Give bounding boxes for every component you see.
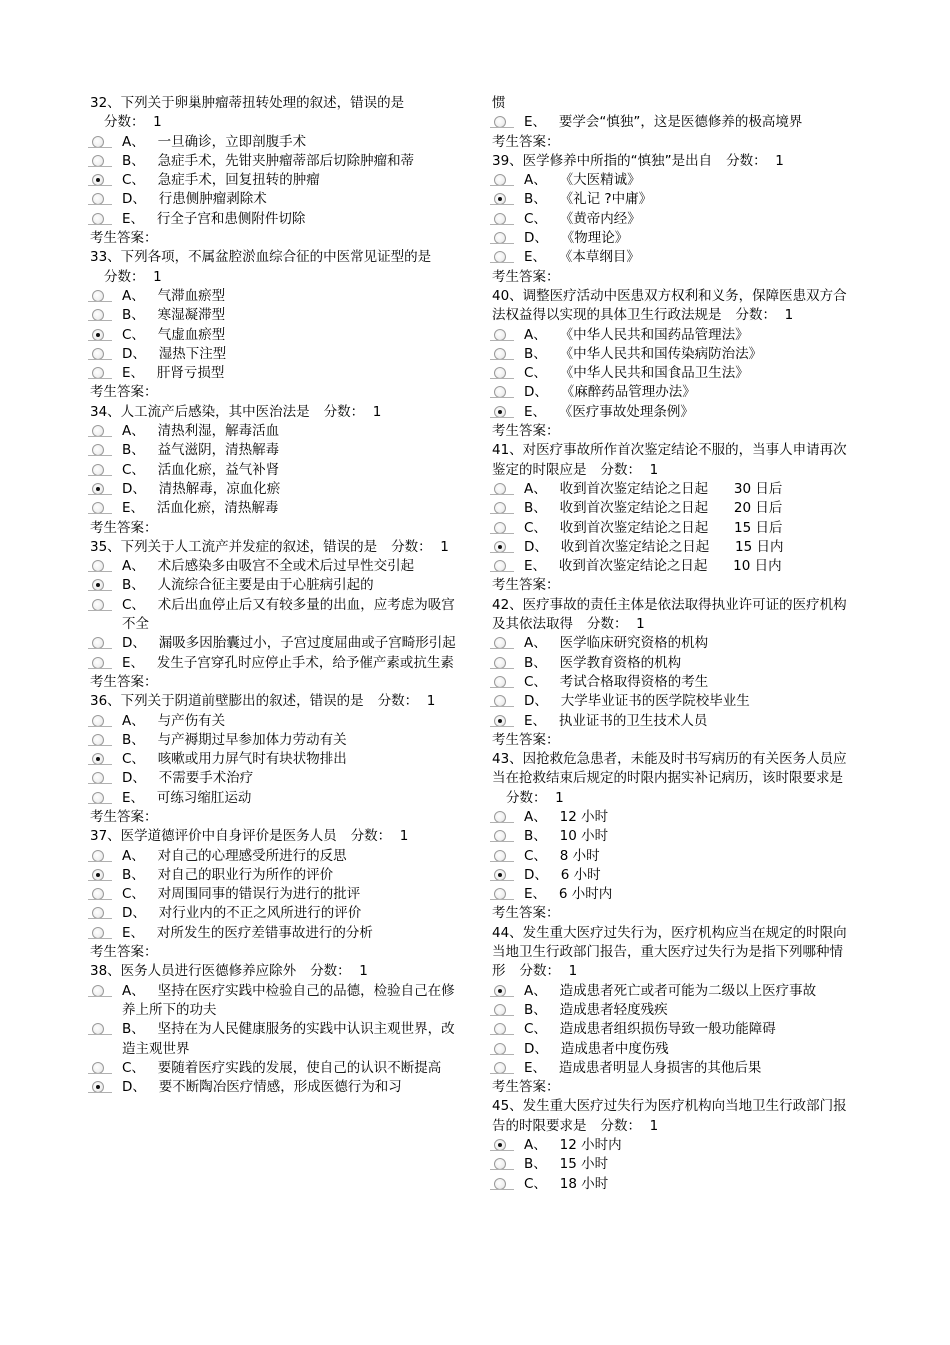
answer-option[interactable] [90,461,460,480]
question-text: 43、因抢救危急患者，未能及时书写病历的有关医务人员应当在抢救结束后规定的时限内据实补记病历，该时限要求是 [492,751,847,787]
answer-option[interactable] [90,557,460,576]
answer-option[interactable] [492,326,852,345]
divider [490,726,514,727]
answer-option[interactable] [492,1136,852,1155]
question-score: 分数： 1 [323,403,382,420]
option-text: A、 清热利湿，解毒活血 [122,423,280,440]
question-score: 分数： 1 [600,461,659,478]
question-block [90,403,460,538]
option-text: B、 《中华人民共和国传染病防治法》 [524,345,763,362]
answer-option[interactable] [492,403,852,422]
option-text: A、 《中华人民共和国药品管理法》 [524,326,749,343]
answer-option[interactable] [492,808,852,827]
question-score: 分数： 1 [726,152,784,169]
option-text: C、 急症手术，回复扭转的肿瘤 [122,172,320,189]
divider [88,320,112,321]
divider [88,224,112,225]
divider [88,803,112,804]
option-text: D、 湿热下注型 [122,345,227,362]
option-text: B、 10 小时 [524,828,609,845]
answer-option[interactable] [90,326,460,345]
divider [88,301,112,302]
question-text: 39、医学修养中所指的“慎独”是出自 [492,152,713,169]
option-text: B、 益气滋阴，清热解毒 [122,442,280,459]
option-text: C、 收到首次鉴定结论之日起 15 日后 [524,519,783,536]
option-text: A、 医学临床研究资格的机构 [524,635,709,652]
answer-option[interactable] [90,133,460,152]
divider [490,224,514,225]
option-text: B、 对自己的职业行为所作的评价 [122,866,334,883]
answer-option[interactable] [492,1155,852,1174]
question-stem [90,94,460,133]
divider [88,590,112,591]
question-block [492,152,852,287]
examinee-answer-label: 考生答案： [492,905,560,922]
divider [490,533,514,534]
answer-option[interactable] [492,692,852,711]
examinee-answer-label: 考生答案： [492,133,560,150]
answer-option[interactable] [492,1059,852,1078]
question-stem [90,403,460,422]
option-text: A、 收到首次鉴定结论之日起 30 日后 [524,480,783,497]
answer-option[interactable] [90,731,460,750]
question-stem [90,248,460,287]
divider [88,861,112,862]
divider [490,687,514,688]
answer-option[interactable] [90,190,460,209]
answer-option[interactable] [492,557,852,576]
question-score: 分数： 1 [506,789,564,806]
answer-option[interactable] [90,847,460,866]
divider [490,1169,514,1170]
divider [88,513,112,514]
option-text: E、 收到首次鉴定结论之日起 10 日内 [524,558,782,575]
divider [490,204,514,205]
examinee-answer-label: 考生答案： [492,268,560,285]
question-text: 45、发生重大医疗过失行为医疗机构向当地卫生行政部门报告的时限要求是 [492,1098,847,1134]
option-text: B、 收到首次鉴定结论之日起 20 日后 [524,500,783,517]
examinee-answer-label: 考生答案： [90,808,158,825]
option-text: C、 对周围同事的错误行为进行的批评 [122,886,361,903]
divider [88,475,112,476]
divider [490,648,514,649]
divider [88,880,112,881]
option-text: C、 活血化瘀，益气补肾 [122,461,280,478]
answer-option[interactable] [492,673,852,692]
answer-option[interactable] [492,827,852,846]
divider [490,571,514,572]
option-text: D、 收到首次鉴定结论之日起 15 日内 [524,538,784,555]
option-text: D、 清热解毒，凉血化瘀 [122,480,281,497]
question-text: 34、人工流产后感染，其中医治法是 [90,403,310,420]
answer-option[interactable] [90,499,460,518]
option-text: C、 造成患者组织损伤导致一般功能障碍 [524,1021,776,1038]
question-text: 40、调整医疗活动中医患双方权利和义务，保障医患双方合法权益得以实现的具体卫生行政法规是 [492,287,847,324]
option-text: C、 18 小时 [524,1175,609,1192]
divider [490,1054,514,1055]
answer-option[interactable] [90,364,460,383]
divider [490,1015,514,1016]
question-score: 分数： 1 [350,828,409,845]
answer-option[interactable] [492,712,852,731]
answer-option[interactable] [90,769,460,788]
question-text: 33、下列各项，不属盆腔淤血综合征的中医常见证型的是 [90,249,432,266]
option-text: D、 行患侧肿瘤剥除术 [122,191,267,208]
question-text: 32、下列关于卵巢肿瘤蒂扭转处理的叙述，错误的是 [90,95,405,111]
question-stem [492,1097,852,1136]
option-text: B、 与产褥期过早参加体力劳动有关 [122,731,347,748]
option-text: E、 活血化瘀，清热解毒 [122,500,279,517]
option-text: E、 执业证书的卫生技术人员 [524,712,708,729]
option-text: D、 《麻醉药品管理办法》 [524,384,696,401]
question-block [492,287,852,441]
option-text: C、 咳嗽或用力屏气时有块状物排出 [122,751,347,768]
option-text: E、 对所发生的医疗差错事故进行的分析 [122,924,373,941]
option-text: A、 与产伤有关 [122,712,226,729]
examinee-answer-label: 考生答案： [492,577,560,594]
question-score: 分数： 1 [104,268,162,285]
option-text: D、 大学毕业证书的医学院校毕业生 [524,693,750,710]
question-stem [492,152,852,171]
answer-option[interactable] [90,345,460,364]
divider [490,127,514,128]
option-text: E、 6 小时内 [524,886,613,903]
answer-option[interactable] [492,866,852,885]
question-stem [492,750,852,808]
divider [88,668,112,669]
question-stem [90,692,460,711]
question-block [90,962,460,1097]
divider [490,899,514,900]
answer-option[interactable] [492,519,852,538]
question-block [90,827,460,962]
divider [490,262,514,263]
option-text: D、 造成患者中度伤残 [524,1040,669,1057]
question-stem [90,827,460,846]
answer-option[interactable] [492,634,852,653]
question-score: 分数： 1 [587,616,645,633]
answer-option[interactable] [492,229,852,248]
question-score: 分数： 1 [377,693,436,710]
option-text: E、 要学会“慎独”，这是医德修养的极高境界 [524,114,803,131]
question-block [90,94,460,248]
option-text: E、 可练习缩肛运动 [122,789,252,806]
answer-option[interactable] [492,383,852,402]
option-text: E、 发生子宫穿孔时应停止手术，给予催产素或抗生素 [122,654,454,671]
question-block [492,924,852,1098]
option-text: B、 急症手术，先钳夹肿瘤蒂部后切除肿瘤和蒂 [122,152,415,169]
divider [88,726,112,727]
divider [88,610,112,611]
answer-option[interactable] [492,190,852,209]
option-text: D、 6 小时 [524,866,601,883]
option-text: B、 坚持在为人民健康服务的实践中认识主观世界，改造主观世界 [122,1021,455,1057]
divider [490,378,514,379]
answer-option[interactable] [90,654,460,673]
option-text: D、 《物理论》 [524,230,629,247]
divider [88,340,112,341]
question-score: 分数： 1 [600,1117,659,1134]
option-text: B、 医学教育资格的机构 [524,654,682,671]
divider [490,185,514,186]
question-score: 分数： 1 [519,963,578,980]
left-column [90,94,460,1097]
divider [490,359,514,360]
question-score: 分数： 1 [310,963,368,980]
answer-option[interactable] [90,885,460,904]
option-text: E、 《本草纲目》 [524,249,640,266]
divider [490,340,514,341]
option-text: E、 肝肾亏损型 [122,365,225,382]
question-stem [492,287,852,326]
right-column [492,94,852,1194]
answer-option[interactable] [492,1001,852,1020]
option-text: D、 漏吸多因胎囊过小，子宫过度屈曲或子宫畸形引起 [122,635,456,652]
option-text: A、 造成患者死亡或者可能为二级以上医疗事故 [524,982,817,999]
option-text: B、 人流综合征主要是由于心脏病引起的 [122,577,374,594]
answer-option[interactable] [492,480,852,499]
option-text: A、 12 小时 [524,808,609,825]
answer-option[interactable] [492,847,852,866]
answer-option[interactable] [492,1040,852,1059]
answer-option[interactable] [90,904,460,923]
question-stem [90,962,460,981]
divider [490,397,514,398]
option-text: C、 气虚血瘀型 [122,326,226,343]
divider [490,706,514,707]
answer-option[interactable] [90,287,460,306]
answer-option[interactable] [90,576,460,595]
examinee-answer-label: 考生答案： [492,423,560,440]
answer-option[interactable] [90,712,460,731]
answer-option[interactable] [90,1078,460,1097]
answer-option[interactable] [90,1020,460,1059]
divider [88,918,112,919]
divider [490,822,514,823]
answer-option[interactable] [90,866,460,885]
answer-option[interactable] [90,596,460,635]
divider [88,494,112,495]
continued-option-text: 惯 [492,95,506,111]
question-stem [492,441,852,480]
divider [88,1034,112,1035]
answer-option[interactable] [90,480,460,499]
examinee-answer-label: 考生答案： [492,1079,560,1096]
divider [490,880,514,881]
option-text: B、 寒湿凝滞型 [122,307,226,324]
answer-option[interactable] [90,789,460,808]
question-text: 44、发生重大医疗过失行为，医疗机构应当在规定的时限向当地卫生行政部门报告，重大医疗过失行为是指下列哪种情形 [492,924,847,980]
divider [88,436,112,437]
divider [490,996,514,997]
option-text: E、 造成患者明显人身损害的其他后果 [524,1059,762,1076]
answer-option[interactable] [492,1175,852,1194]
question-stem [90,538,460,557]
question-stem [492,924,852,982]
question-text: 35、下列关于人工流产并发症的叙述，错误的是 [90,538,378,555]
option-text: B、 《礼记 ?中庸》 [524,191,653,208]
examinee-answer-label: 考生答案： [90,384,158,401]
question-score: 分数： 1 [735,307,794,324]
option-text: A、 对自己的心理感受所进行的反思 [122,847,347,864]
option-text: C、 要随着医疗实践的发展，使自己的认识不断提高 [122,1059,442,1076]
divider [88,899,112,900]
question-score: 分数： 1 [104,114,162,131]
divider [490,552,514,553]
option-text: D、 要不断陶冶医疗情感，形成医德行为和习 [122,1079,402,1096]
answer-option[interactable] [492,538,852,557]
option-text: E、 《医疗事故处理条例》 [524,403,694,420]
question-block [492,596,852,750]
option-text: A、 术后感染多由吸宫不全或术后过早性交引起 [122,558,415,575]
answer-option[interactable] [492,499,852,518]
divider [88,996,112,997]
option-text: C、 考试合格取得资格的考生 [524,673,709,690]
answer-option[interactable] [90,306,460,325]
examinee-answer-label: 考生答案： [90,673,158,690]
question-text: 37、医学道德评价中自身评价是医务人员 [90,828,337,845]
answer-option[interactable] [492,210,852,229]
answer-option[interactable] [492,982,852,1001]
divider [490,1073,514,1074]
question-text: 42、医疗事故的责任主体是依法取得执业许可证的医疗机构及其依法取得 [492,596,847,633]
answer-option[interactable] [492,654,852,673]
divider [490,417,514,418]
option-text: A、 坚持在医疗实践中检验自己的品德，检验自己在修养上所下的功夫 [122,982,455,1018]
answer-option[interactable] [90,924,460,943]
option-text: A、 气滞血瘀型 [122,287,226,304]
answer-option[interactable] [90,171,460,190]
question-text: 36、下列关于阴道前壁膨出的叙述，错误的是 [90,693,364,710]
question-block [90,692,460,827]
divider [490,861,514,862]
option-text: E、 行全子宫和患侧附件切除 [122,210,306,227]
divider [88,783,112,784]
answer-option[interactable] [492,171,852,190]
divider [88,648,112,649]
divider [88,455,112,456]
divider [490,243,514,244]
answer-option[interactable] [492,113,852,132]
question-block [90,248,460,402]
divider [88,1092,112,1093]
answer-option[interactable] [90,1059,460,1078]
option-text: A、 12 小时内 [524,1137,622,1154]
option-text: D、 对行业内的不正之风所进行的评价 [122,905,362,922]
answer-option[interactable] [90,210,460,229]
option-text: C、 《中华人民共和国食品卫生法》 [524,365,749,382]
answer-option[interactable] [90,422,460,441]
divider [88,147,112,148]
answer-option[interactable] [492,364,852,383]
option-text: C、 《黄帝内经》 [524,210,641,227]
question-block [492,1097,852,1193]
question-text: 41、对医疗事故所作首次鉴定结论不服的，当事人申请再次鉴定的时限应是 [492,442,847,478]
question-stem [492,596,852,635]
option-text: B、 造成患者轻度残疾 [524,1001,668,1018]
answer-option[interactable] [492,885,852,904]
question-text: 38、医务人员进行医德修养应除外 [90,963,297,980]
option-text: A、 《大医精诚》 [524,172,641,189]
answer-option[interactable] [492,1020,852,1039]
answer-option[interactable] [492,248,852,267]
question-score: 分数： 1 [391,538,449,555]
option-text: D、 不需要手术治疗 [122,770,254,787]
divider [490,841,514,842]
divider [490,668,514,669]
divider [88,745,112,746]
divider [88,185,112,186]
answer-option[interactable] [90,750,460,769]
question-block [492,750,852,924]
question-block [90,538,460,692]
divider [88,359,112,360]
answer-option[interactable] [90,441,460,460]
divider [490,1150,514,1151]
divider [490,1034,514,1035]
examinee-answer-label: 考生答案： [90,944,158,961]
divider [88,166,112,167]
question-block [492,441,852,595]
divider [88,938,112,939]
divider [88,204,112,205]
answer-option[interactable] [90,152,460,171]
divider [88,571,112,572]
divider [490,494,514,495]
answer-option[interactable] [90,982,460,1021]
answer-option[interactable] [492,345,852,364]
examinee-answer-label: 考生答案： [492,731,560,748]
divider [88,378,112,379]
divider [88,764,112,765]
examinee-answer-label: 考生答案： [90,519,158,536]
answer-option[interactable] [90,634,460,653]
divider [490,513,514,514]
option-text: A、 一旦确诊，立即剖腹手术 [122,133,307,150]
option-text: B、 15 小时 [524,1156,609,1173]
examinee-answer-label: 考生答案： [90,230,158,247]
divider [490,1189,514,1190]
option-text: C、 术后出血停止后又有较多量的出血，应考虑为吸宫不全 [122,596,455,633]
option-text: C、 8 小时 [524,847,600,864]
divider [88,1073,112,1074]
